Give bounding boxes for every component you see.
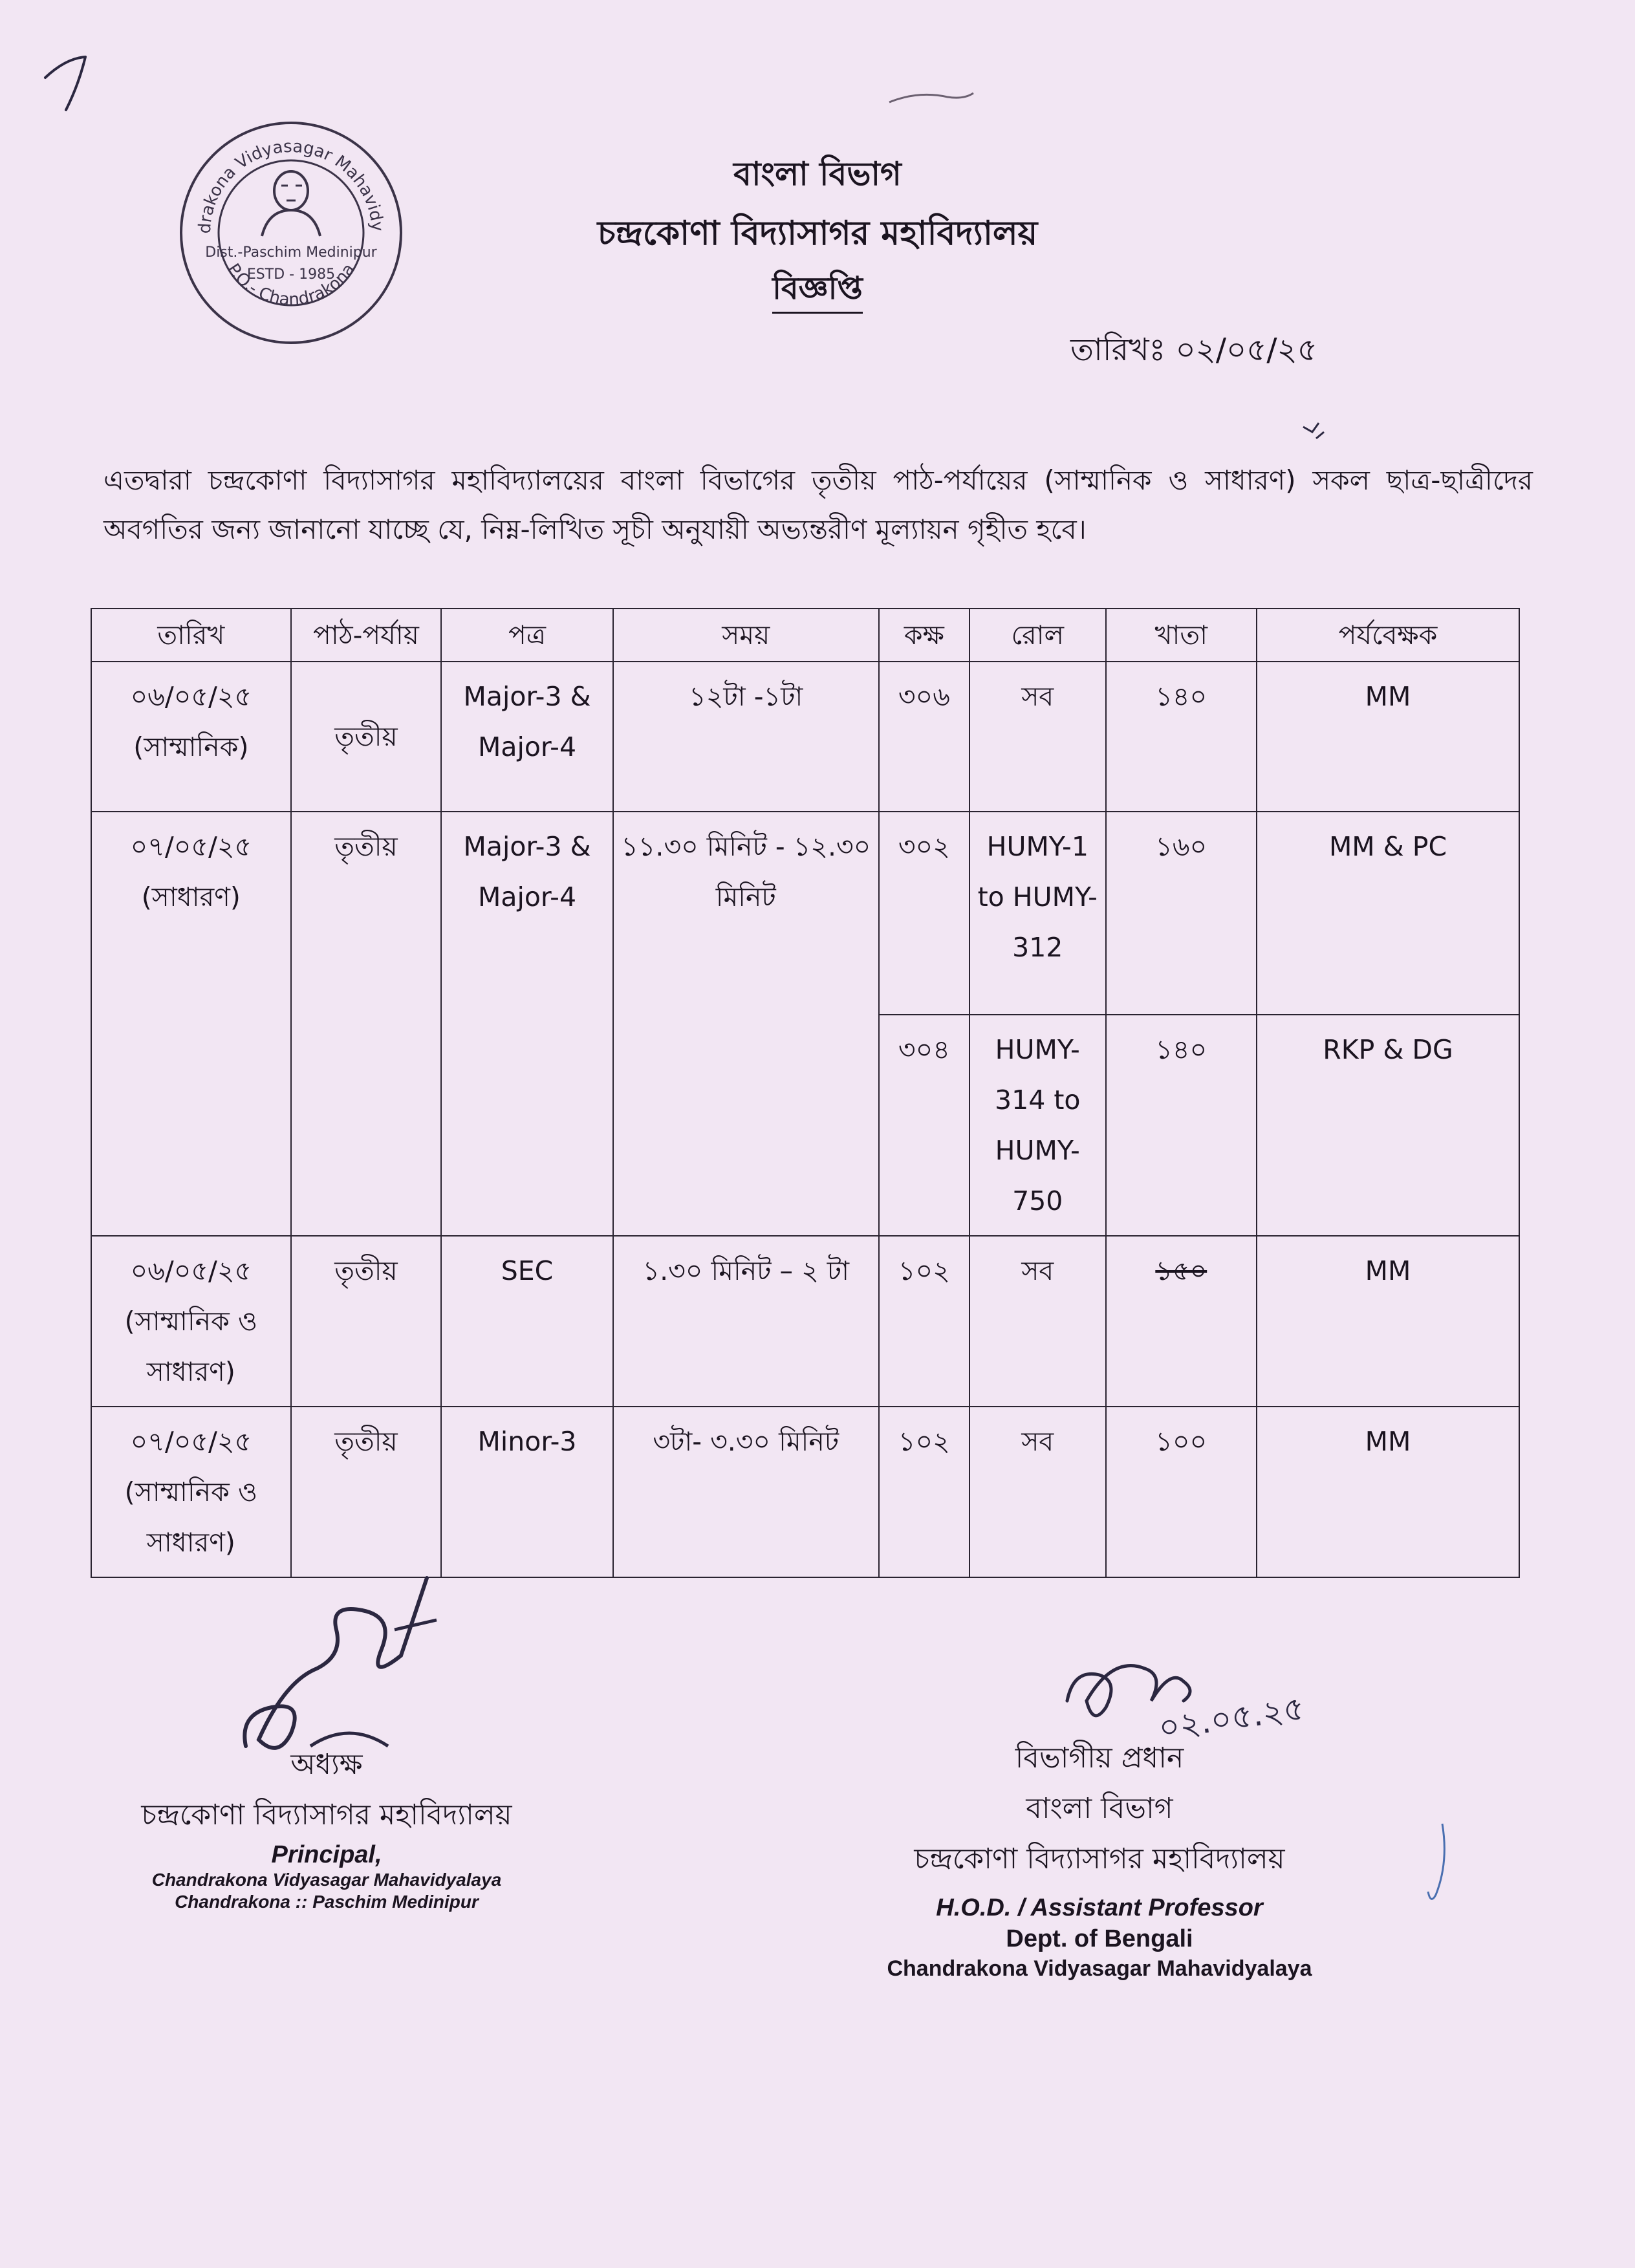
row-date-note: (সাম্মানিক) bbox=[133, 731, 249, 762]
header-semester: পাঠ-পর্যায় bbox=[291, 609, 442, 662]
row-date-cell bbox=[91, 812, 291, 1236]
department-heading: বাংলা বিভাগ bbox=[733, 155, 902, 193]
principal-college-bn: চন্দ্রকোণা বিদ্যাসাগর মহাবিদ্যালয় bbox=[141, 1798, 512, 1831]
handwritten-page-mark bbox=[40, 45, 118, 116]
row-semester: তৃতীয় bbox=[291, 1236, 442, 1407]
row-date-cell bbox=[91, 662, 291, 812]
header-date: তারিখ bbox=[91, 609, 291, 662]
row-semester: তৃতীয় bbox=[291, 1407, 442, 1577]
row-paper: SEC bbox=[441, 1236, 613, 1407]
principal-stamp-college: Chandrakona Vidyasagar Mahavidyalaya bbox=[151, 1870, 502, 1890]
row-scripts: ১০০ bbox=[1106, 1407, 1257, 1577]
row-room: ১০২ bbox=[879, 1407, 969, 1577]
row-semester: তৃতীয় bbox=[291, 662, 442, 812]
row-semester: তৃতীয় bbox=[291, 812, 442, 1236]
row-date-note: (সাম্মানিক ও সাধারণ) bbox=[124, 1306, 258, 1387]
pen-stroke bbox=[1423, 1817, 1449, 1908]
seal-po-text: P.O.- Chandrakona bbox=[223, 260, 359, 310]
hod-signature bbox=[1054, 1630, 1365, 1740]
header-scripts: খাতা bbox=[1106, 609, 1257, 662]
row-roll: HUMY-1 to HUMY-312 bbox=[969, 812, 1105, 1015]
seal-established: ESTD - 1985 bbox=[246, 266, 336, 283]
row-roll: সব bbox=[969, 1407, 1105, 1577]
row-date-note: (সাধারণ) bbox=[141, 881, 241, 913]
notice-heading bbox=[0, 265, 1635, 316]
table-row bbox=[91, 1236, 1519, 1407]
row-time: ১.৩০ মিনিট – ২ টা bbox=[613, 1236, 879, 1407]
principal-signature bbox=[233, 1552, 440, 1766]
table-header-row bbox=[91, 609, 1519, 662]
row-room: ৩০৬ bbox=[879, 662, 969, 812]
row-time: ১১.৩০ মিনিট - ১২.৩০ মিনিট bbox=[613, 812, 879, 1236]
row-scripts: ১৬০ bbox=[1106, 812, 1257, 1015]
hod-block bbox=[880, 1733, 1319, 1983]
row-date: ০৭/০৫/২৫ bbox=[130, 831, 252, 862]
row-invigilator: RKP & DG bbox=[1257, 1015, 1519, 1236]
header-time: সময় bbox=[613, 609, 879, 662]
row-invigilator: MM bbox=[1257, 1407, 1519, 1577]
row-paper: Minor-3 bbox=[441, 1407, 613, 1577]
ink-mark bbox=[1297, 414, 1336, 446]
exam-schedule-table bbox=[91, 608, 1520, 1578]
row-room: ১০২ bbox=[879, 1236, 969, 1407]
header-room: কক্ষ bbox=[879, 609, 969, 662]
row-time: ১২টা -১টা bbox=[613, 662, 879, 812]
notice-date: তারিখঃ ০২/০৫/২৫ bbox=[1070, 332, 1317, 368]
row-scripts: ১৪০ bbox=[1106, 662, 1257, 812]
principal-stamp-title: Principal, bbox=[271, 1841, 382, 1868]
principal-stamp-address: Chandrakona :: Paschim Medinipur bbox=[175, 1892, 479, 1912]
row-date-note: (সাম্মানিক ও সাধারণ) bbox=[124, 1476, 258, 1558]
header-roll: রোল bbox=[969, 609, 1105, 662]
hod-dept-bn: বাংলা বিভাগ bbox=[1026, 1792, 1173, 1825]
table-row bbox=[91, 812, 1519, 1015]
header-paper: পত্র bbox=[441, 609, 613, 662]
ink-smudge bbox=[886, 84, 977, 110]
principal-title-bn: অধ্যক্ষ bbox=[290, 1748, 363, 1781]
hod-signature-date: ০২.০৫.২৫ bbox=[1156, 1689, 1307, 1740]
row-date: ০৭/০৫/২৫ bbox=[130, 1426, 252, 1457]
row-roll: সব bbox=[969, 1236, 1105, 1407]
hod-title-bn: বিভাগীয় প্রধান bbox=[1015, 1742, 1184, 1775]
row-scripts-struck: ১৫০ bbox=[1106, 1236, 1257, 1407]
row-invigilator: MM bbox=[1257, 1236, 1519, 1407]
row-invigilator: MM bbox=[1257, 662, 1519, 812]
hod-college-bn: চন্দ্রকোণা বিদ্যাসাগর মহাবিদ্যালয় bbox=[914, 1842, 1285, 1875]
principal-block bbox=[123, 1740, 530, 1913]
row-date-cell bbox=[91, 1236, 291, 1407]
seal-college-text: drakona Vidyasagar Mahavidy bbox=[195, 136, 387, 235]
row-roll: HUMY-314 to HUMY-750 bbox=[969, 1015, 1105, 1236]
hod-stamp-college: Chandrakona Vidyasagar Mahavidyalaya bbox=[887, 1956, 1312, 1981]
hod-stamp-dept: Dept. of Bengali bbox=[1006, 1925, 1193, 1952]
notice-body: এতদ্বারা চন্দ্রকোণা বিদ্যাসাগর মহাবিদ্যালয়ের বাংলা বিভাগের তৃতীয় পাঠ-পর্যায়ের (সাম্মানিক ও সাধারণ) সকল ছাত্র-ছাত্রীদের অবগতির জন্য জানানো যাচ্ছে যে, নিম্ন-লিখিত সূচী অনুযায়ী অভ্যন্তরীণ মূল্যায়ন গৃহীত হবে। bbox=[103, 464, 1533, 545]
row-paper: Major-3 & Major-4 bbox=[441, 812, 613, 1236]
row-roll: সব bbox=[969, 662, 1105, 812]
college-heading: চন্দ্রকোণা বিদ্যাসাগর মহাবিদ্যালয় bbox=[597, 213, 1038, 253]
row-room: ৩০৪ bbox=[879, 1015, 969, 1236]
row-time: ৩টা- ৩.৩০ মিনিট bbox=[613, 1407, 879, 1577]
table-row bbox=[91, 662, 1519, 812]
notice-title: বিজ্ঞপ্তি bbox=[772, 270, 863, 314]
row-invigilator: MM & PC bbox=[1257, 812, 1519, 1015]
seal-district: Dist.-Paschim Medinipur bbox=[205, 244, 377, 261]
row-scripts: ১৪০ bbox=[1106, 1015, 1257, 1236]
row-date: ০৬/০৫/২৫ bbox=[130, 681, 252, 712]
row-paper: Major-3 & Major-4 bbox=[441, 662, 613, 812]
hod-stamp-title: H.O.D. / Assistant Professor bbox=[936, 1894, 1263, 1921]
row-date: ০৬/০৫/২৫ bbox=[130, 1255, 252, 1286]
row-room: ৩০২ bbox=[879, 812, 969, 1015]
header-invigilator: পর্যবেক্ষক bbox=[1257, 609, 1519, 662]
